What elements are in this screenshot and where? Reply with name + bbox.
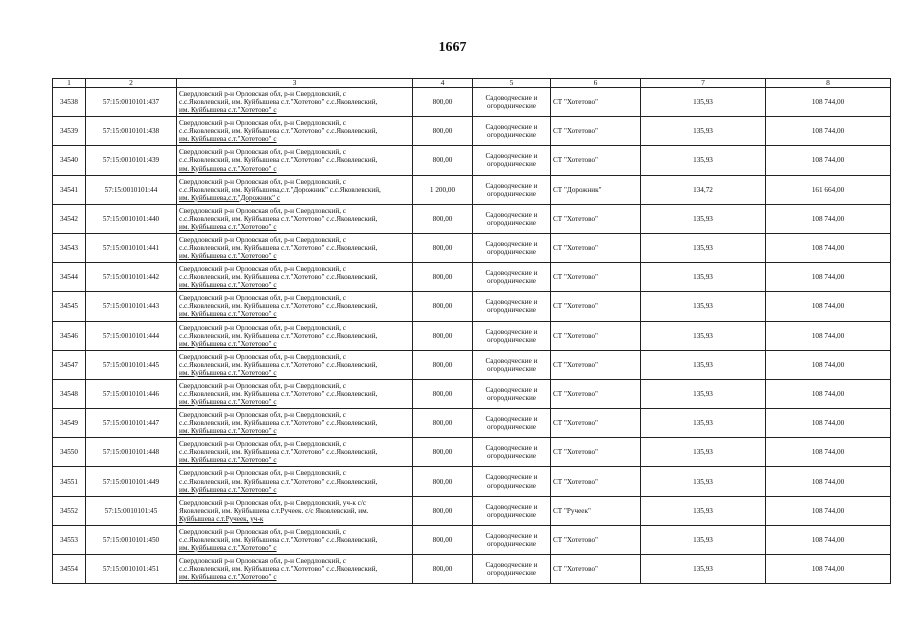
address-line: Свердловский р-н Орловская обл, р-н Свердловский, с bbox=[179, 440, 346, 449]
cadastral-number: 57:15:0010101:447 bbox=[86, 409, 177, 438]
cadastral-number: 57:15:0010101:445 bbox=[86, 350, 177, 379]
organization-cell: СТ "Хотетово" bbox=[551, 117, 641, 146]
land-use-cell bbox=[473, 496, 551, 525]
column-number-row bbox=[53, 79, 891, 88]
address-line: Свердловский р-н Орловская обл, р-н Свердловский, с bbox=[179, 557, 346, 565]
land-use-cell bbox=[473, 204, 551, 233]
column-header: 6 bbox=[551, 79, 641, 88]
cadastral-number: 57:15:0010101:441 bbox=[86, 233, 177, 262]
cadastral-number: 57:15:0010101:442 bbox=[86, 263, 177, 292]
land-use-cell bbox=[473, 379, 551, 408]
address-cell bbox=[177, 350, 413, 379]
address-cell bbox=[177, 379, 413, 408]
address-cell bbox=[177, 292, 413, 321]
land-use-cell bbox=[473, 555, 551, 584]
address-line: с.с.Яковлевский, им. Куйбышева с.т."Хотетово" с.с.Яковлевский, bbox=[179, 244, 378, 252]
address-line: им. Куйбышева с.т."Хотетово" с bbox=[179, 543, 277, 552]
organization-cell: СТ "Хотетово" bbox=[551, 263, 641, 292]
land-use-line: Садоводческие и bbox=[485, 531, 538, 540]
land-use-line: Садоводческие и bbox=[485, 269, 538, 278]
area-cell: 800,00 bbox=[413, 438, 473, 467]
land-use-line: Садоводческие и bbox=[485, 385, 538, 394]
area-cell: 800,00 bbox=[413, 525, 473, 554]
address-cell bbox=[177, 467, 413, 496]
row-number: 34549 bbox=[53, 409, 86, 438]
column-header: 5 bbox=[473, 79, 551, 88]
area-cell: 800,00 bbox=[413, 263, 473, 292]
address-cell bbox=[177, 88, 413, 117]
address-line: с.с.Яковлевский, им. Куйбышева с.т."Хотетово" с.с.Яковлевский, bbox=[179, 477, 378, 486]
row-number: 34541 bbox=[53, 175, 86, 204]
organization-cell: СТ "Хотетово" bbox=[551, 467, 641, 496]
land-use-line: Садоводческие и bbox=[485, 239, 538, 248]
row-number: 34547 bbox=[53, 350, 86, 379]
address-line: Яковлевский, им. Куйбышева с.т.Ручеек. с/с Яковлевский, им. bbox=[179, 506, 369, 515]
organization-cell: СТ "Хотетово" bbox=[551, 525, 641, 554]
cadastral-value-cell: 108 744,00 bbox=[766, 117, 891, 146]
address-line: им. Куйбышева с.т."Хотетово" с bbox=[179, 164, 277, 173]
land-use-line: огороднические bbox=[487, 277, 536, 286]
address-line: им. Куйбышева с.т."Хотетово" с bbox=[179, 398, 277, 406]
table-row bbox=[53, 409, 891, 438]
land-use-cell bbox=[473, 525, 551, 554]
row-number: 34543 bbox=[53, 233, 86, 262]
address-line: им. Куйбышева с.т."Хотетово" с bbox=[179, 106, 277, 115]
land-use-line: Садоводческие и bbox=[485, 181, 538, 190]
unit-value-cell: 135,93 bbox=[641, 292, 766, 321]
row-number: 34538 bbox=[53, 88, 86, 117]
cadastral-value-cell: 108 744,00 bbox=[766, 467, 891, 496]
cadastral-number: 57:15:0010101:448 bbox=[86, 438, 177, 467]
land-use-line: огороднические bbox=[487, 481, 536, 490]
address-line: им. Куйбышева с.т."Хотетово" с bbox=[179, 485, 277, 494]
address-line: им. Куйбышева с.т."Хотетово" с bbox=[179, 427, 277, 436]
address-line: им. Куйбышева с.т."Хотетово" с bbox=[179, 222, 277, 231]
address-line: с.с.Яковлевский, им. Куйбышева с.т."Хотетово" с.с.Яковлевский, bbox=[179, 535, 378, 544]
cadastral-value-cell: 108 744,00 bbox=[766, 525, 891, 554]
row-number: 34552 bbox=[53, 496, 86, 525]
land-use-cell bbox=[473, 263, 551, 292]
address-cell bbox=[177, 525, 413, 554]
address-cell bbox=[177, 175, 413, 204]
table-row bbox=[53, 496, 891, 525]
land-use-cell bbox=[473, 117, 551, 146]
address-line: Свердловский р-н Орловская обл, р-н Свердловский, с bbox=[179, 148, 346, 157]
land-use-line: огороднические bbox=[487, 131, 536, 140]
unit-value-cell: 135,93 bbox=[641, 321, 766, 350]
address-line: им. Куйбышева с.т."Хотетово" с bbox=[179, 310, 277, 319]
land-use-cell bbox=[473, 233, 551, 262]
table-row bbox=[53, 263, 891, 292]
row-number: 34544 bbox=[53, 263, 86, 292]
land-use-cell bbox=[473, 438, 551, 467]
address-line: Свердловский р-н Орловская обл, р-н Свердловский, уч-к с/с bbox=[179, 498, 367, 507]
cadastral-number: 57:15:0010101:437 bbox=[86, 88, 177, 117]
organization-cell: СТ "Ручеек" bbox=[551, 496, 641, 525]
organization-cell: СТ "Хотетово" bbox=[551, 409, 641, 438]
land-use-line: огороднические bbox=[487, 189, 536, 198]
address-line: с.с.Яковлевский, им. Куйбышева с.т."Хотетово" с.с.Яковлевский, bbox=[179, 98, 378, 107]
address-line: Свердловский р-н Орловская обл, р-н Свердловский, с bbox=[179, 90, 346, 98]
land-use-line: огороднические bbox=[487, 306, 536, 315]
table-row bbox=[53, 350, 891, 379]
address-line: им. Куйбышева с.т."Хотетово" с bbox=[179, 281, 277, 290]
organization-cell: СТ "Хотетово" bbox=[551, 379, 641, 408]
table-row bbox=[53, 292, 891, 321]
organization-cell: СТ "Хотетово" bbox=[551, 204, 641, 233]
organization-cell: СТ "Хотетово" bbox=[551, 292, 641, 321]
address-line: им. Куйбышева,с.т."Дорожник" с bbox=[179, 193, 281, 202]
row-number: 34550 bbox=[53, 438, 86, 467]
organization-cell: СТ "Дорожник" bbox=[551, 175, 641, 204]
address-line: им. Куйбышева с.т."Хотетово" с bbox=[179, 573, 277, 582]
cadastral-number: 57:15:0010101:45 bbox=[86, 496, 177, 525]
area-cell: 1 200,00 bbox=[413, 175, 473, 204]
address-line: Свердловский р-н Орловская обл, р-н Свердловский, с bbox=[179, 323, 346, 332]
address-line: Свердловский р-н Орловская обл, р-н Свердловский, с bbox=[179, 119, 346, 128]
land-use-cell bbox=[473, 350, 551, 379]
address-line: Свердловский р-н Орловская обл, р-н Свердловский, с bbox=[179, 527, 346, 536]
land-use-line: огороднические bbox=[487, 510, 536, 519]
land-use-line: огороднические bbox=[487, 393, 536, 402]
cadastral-value-cell: 108 744,00 bbox=[766, 204, 891, 233]
land-use-line: огороднические bbox=[487, 539, 536, 548]
land-use-line: Садоводческие и bbox=[485, 327, 538, 336]
land-use-line: Садоводческие и bbox=[485, 152, 538, 161]
land-use-line: огороднические bbox=[487, 160, 536, 169]
land-use-line: Садоводческие и bbox=[485, 473, 538, 482]
land-use-cell bbox=[473, 88, 551, 117]
land-use-line: Садоводческие и bbox=[485, 123, 538, 132]
address-cell bbox=[177, 117, 413, 146]
table-row bbox=[53, 438, 891, 467]
area-cell: 800,00 bbox=[413, 146, 473, 175]
land-use-cell bbox=[473, 321, 551, 350]
address-line: Свердловский р-н Орловская обл, р-н Свердловский, с bbox=[179, 265, 346, 274]
cadastral-number: 57:15:0010101:44 bbox=[86, 175, 177, 204]
land-register-table bbox=[52, 78, 891, 584]
organization-cell: СТ "Хотетово" bbox=[551, 146, 641, 175]
address-line: Куйбышева с.т.Ручеек, уч-к bbox=[179, 514, 264, 523]
cadastral-value-cell: 108 744,00 bbox=[766, 350, 891, 379]
cadastral-number: 57:15:0010101:443 bbox=[86, 292, 177, 321]
table-row bbox=[53, 233, 891, 262]
table-row bbox=[53, 555, 891, 584]
address-line: им. Куйбышева с.т."Хотетово" с bbox=[179, 368, 277, 377]
organization-cell: СТ "Хотетово" bbox=[551, 350, 641, 379]
land-use-line: огороднические bbox=[487, 335, 536, 344]
cadastral-value-cell: 108 744,00 bbox=[766, 263, 891, 292]
organization-cell: СТ "Хотетово" bbox=[551, 438, 641, 467]
address-line: Свердловский р-н Орловская обл, р-н Свердловский, с bbox=[179, 411, 346, 420]
unit-value-cell: 135,93 bbox=[641, 525, 766, 554]
land-use-line: Садоводческие и bbox=[485, 444, 538, 453]
cadastral-value-cell: 108 744,00 bbox=[766, 496, 891, 525]
area-cell: 800,00 bbox=[413, 292, 473, 321]
unit-value-cell: 135,93 bbox=[641, 88, 766, 117]
address-line: им. Куйбышева с.т."Хотетово" с bbox=[179, 252, 277, 261]
row-number: 34545 bbox=[53, 292, 86, 321]
address-line: с.с.Яковлевский, им. Куйбышева с.т."Хотетово" с.с.Яковлевский, bbox=[179, 214, 378, 223]
land-use-line: Садоводческие и bbox=[485, 298, 538, 307]
cadastral-number: 57:15:0010101:450 bbox=[86, 525, 177, 554]
land-use-line: огороднические bbox=[487, 102, 536, 111]
organization-cell: СТ "Хотетово" bbox=[551, 88, 641, 117]
unit-value-cell: 135,93 bbox=[641, 379, 766, 408]
area-cell: 800,00 bbox=[413, 409, 473, 438]
cadastral-value-cell: 108 744,00 bbox=[766, 379, 891, 408]
address-line: Свердловский р-н Орловская обл, р-н Свердловский, с bbox=[179, 294, 346, 303]
area-cell: 800,00 bbox=[413, 350, 473, 379]
organization-cell: СТ "Хотетово" bbox=[551, 321, 641, 350]
area-cell: 800,00 bbox=[413, 379, 473, 408]
unit-value-cell: 135,93 bbox=[641, 350, 766, 379]
unit-value-cell: 135,93 bbox=[641, 204, 766, 233]
address-cell bbox=[177, 496, 413, 525]
land-use-line: Садоводческие и bbox=[485, 502, 538, 511]
unit-value-cell: 135,93 bbox=[641, 496, 766, 525]
unit-value-cell: 135,93 bbox=[641, 263, 766, 292]
column-header: 7 bbox=[641, 79, 766, 88]
land-use-line: Садоводческие и bbox=[485, 356, 538, 365]
table-row bbox=[53, 321, 891, 350]
address-cell bbox=[177, 438, 413, 467]
address-line: с.с.Яковлевский, им. Куйбышева с.т."Хотетово" с.с.Яковлевский, bbox=[179, 331, 378, 340]
address-cell bbox=[177, 233, 413, 262]
register-body bbox=[53, 88, 891, 584]
area-cell: 800,00 bbox=[413, 555, 473, 584]
address-line: с.с.Яковлевский, им. Куйбышева с.т."Хотетово" с.с.Яковлевский, bbox=[179, 127, 378, 136]
cadastral-number: 57:15:0010101:444 bbox=[86, 321, 177, 350]
address-line: с.с.Яковлевский, им. Куйбышева с.т."Хотетово" с.с.Яковлевский, bbox=[179, 302, 378, 311]
cadastral-value-cell: 108 744,00 bbox=[766, 409, 891, 438]
cadastral-value-cell: 161 664,00 bbox=[766, 175, 891, 204]
address-line: Свердловский р-н Орловская обл, р-н Свердловский, с bbox=[179, 352, 346, 361]
cadastral-number: 57:15:0010101:439 bbox=[86, 146, 177, 175]
address-line: Свердловский р-н Орловская обл, р-н Свердловский, с bbox=[179, 469, 346, 478]
land-use-line: огороднические bbox=[487, 364, 536, 373]
column-header: 3 bbox=[177, 79, 413, 88]
cadastral-value-cell: 108 744,00 bbox=[766, 233, 891, 262]
area-cell: 800,00 bbox=[413, 117, 473, 146]
land-use-cell bbox=[473, 175, 551, 204]
area-cell: 800,00 bbox=[413, 233, 473, 262]
address-line: с.с.Яковлевский, им. Куйбышева с.т."Хотетово" с.с.Яковлевский, bbox=[179, 273, 378, 282]
table-row bbox=[53, 379, 891, 408]
cadastral-number: 57:15:0010101:438 bbox=[86, 117, 177, 146]
area-cell: 800,00 bbox=[413, 204, 473, 233]
row-number: 34542 bbox=[53, 204, 86, 233]
address-line: Свердловский р-н Орловская обл, р-н Свердловский, с bbox=[179, 381, 346, 390]
land-use-line: огороднические bbox=[487, 218, 536, 227]
address-line: с.с.Яковлевский, им. Куйбышева с.т."Хотетово" с.с.Яковлевский, bbox=[179, 448, 378, 457]
cadastral-number: 57:15:0010101:446 bbox=[86, 379, 177, 408]
unit-value-cell: 135,93 bbox=[641, 438, 766, 467]
cadastral-number: 57:15:0010101:451 bbox=[86, 555, 177, 584]
land-use-line: огороднические bbox=[487, 452, 536, 461]
land-use-cell bbox=[473, 467, 551, 496]
row-number: 34539 bbox=[53, 117, 86, 146]
address-cell bbox=[177, 409, 413, 438]
unit-value-cell: 134,72 bbox=[641, 175, 766, 204]
column-header: 8 bbox=[766, 79, 891, 88]
area-cell: 800,00 bbox=[413, 88, 473, 117]
column-header: 2 bbox=[86, 79, 177, 88]
address-cell bbox=[177, 146, 413, 175]
unit-value-cell: 135,93 bbox=[641, 233, 766, 262]
column-header: 4 bbox=[413, 79, 473, 88]
address-cell bbox=[177, 263, 413, 292]
address-line: с.с.Яковлевский, им. Куйбышева,с.т."Дорожник" с.с.Яковлевский, bbox=[179, 185, 381, 194]
land-use-line: Садоводческие и bbox=[485, 415, 538, 424]
land-use-line: огороднические bbox=[487, 423, 536, 432]
column-header: 1 bbox=[53, 79, 86, 88]
address-line: с.с.Яковлевский, им. Куйбышева с.т."Хотетово" с.с.Яковлевский, bbox=[179, 389, 378, 398]
cadastral-value-cell: 108 744,00 bbox=[766, 146, 891, 175]
area-cell: 800,00 bbox=[413, 467, 473, 496]
unit-value-cell: 135,93 bbox=[641, 467, 766, 496]
table-row bbox=[53, 525, 891, 554]
cadastral-value-cell: 108 744,00 bbox=[766, 321, 891, 350]
row-number: 34551 bbox=[53, 467, 86, 496]
row-number: 34554 bbox=[53, 555, 86, 584]
unit-value-cell: 135,93 bbox=[641, 117, 766, 146]
address-line: с.с.Яковлевский, им. Куйбышева с.т."Хотетово" с.с.Яковлевский, bbox=[179, 419, 378, 428]
land-use-line: Садоводческие и bbox=[485, 210, 538, 219]
address-cell bbox=[177, 555, 413, 584]
area-cell: 800,00 bbox=[413, 321, 473, 350]
table-row bbox=[53, 204, 891, 233]
table-row bbox=[53, 117, 891, 146]
address-line: Свердловский р-н Орловская обл, р-н Свердловский, с bbox=[179, 235, 346, 244]
table-row bbox=[53, 467, 891, 496]
organization-cell: СТ "Хотетово" bbox=[551, 555, 641, 584]
address-cell bbox=[177, 321, 413, 350]
area-cell: 800,00 bbox=[413, 496, 473, 525]
cadastral-number: 57:15:0010101:440 bbox=[86, 204, 177, 233]
land-use-line: огороднические bbox=[487, 248, 536, 257]
address-line: Свердловский р-н Орловская обл, р-н Свердловский, с bbox=[179, 177, 346, 186]
table-row bbox=[53, 175, 891, 204]
address-line: с.с.Яковлевский, им. Куйбышева с.т."Хотетово" с.с.Яковлевский, bbox=[179, 565, 378, 574]
address-line: с.с.Яковлевский, им. Куйбышева с.т."Хотетово" с.с.Яковлевский, bbox=[179, 156, 378, 165]
land-use-cell bbox=[473, 292, 551, 321]
cadastral-value-cell: 108 744,00 bbox=[766, 88, 891, 117]
row-number: 34546 bbox=[53, 321, 86, 350]
address-line: Свердловский р-н Орловская обл, р-н Свердловский, с bbox=[179, 206, 346, 215]
table-row bbox=[53, 88, 891, 117]
land-use-cell bbox=[473, 146, 551, 175]
land-use-line: Садоводческие и bbox=[485, 561, 538, 570]
address-line: им. Куйбышева с.т."Хотетово" с bbox=[179, 456, 277, 465]
page-number: 1667 bbox=[438, 40, 467, 55]
cadastral-value-cell: 108 744,00 bbox=[766, 292, 891, 321]
unit-value-cell: 135,93 bbox=[641, 409, 766, 438]
organization-cell: СТ "Хотетово" bbox=[551, 233, 641, 262]
cadastral-value-cell: 108 744,00 bbox=[766, 438, 891, 467]
row-number: 34540 bbox=[53, 146, 86, 175]
cadastral-value-cell: 108 744,00 bbox=[766, 555, 891, 584]
cadastral-number: 57:15:0010101:449 bbox=[86, 467, 177, 496]
land-use-line: Садоводческие и bbox=[485, 94, 538, 103]
unit-value-cell: 135,93 bbox=[641, 555, 766, 584]
address-cell bbox=[177, 204, 413, 233]
row-number: 34548 bbox=[53, 379, 86, 408]
address-line: им. Куйбышева с.т."Хотетово" с bbox=[179, 135, 277, 144]
unit-value-cell: 135,93 bbox=[641, 146, 766, 175]
address-line: с.с.Яковлевский, им. Куйбышева с.т."Хотетово" с.с.Яковлевский, bbox=[179, 360, 378, 369]
land-use-cell bbox=[473, 409, 551, 438]
land-use-line: огороднические bbox=[487, 569, 536, 578]
address-line: им. Куйбышева с.т."Хотетово" с bbox=[179, 339, 277, 348]
row-number: 34553 bbox=[53, 525, 86, 554]
table-row bbox=[53, 146, 891, 175]
